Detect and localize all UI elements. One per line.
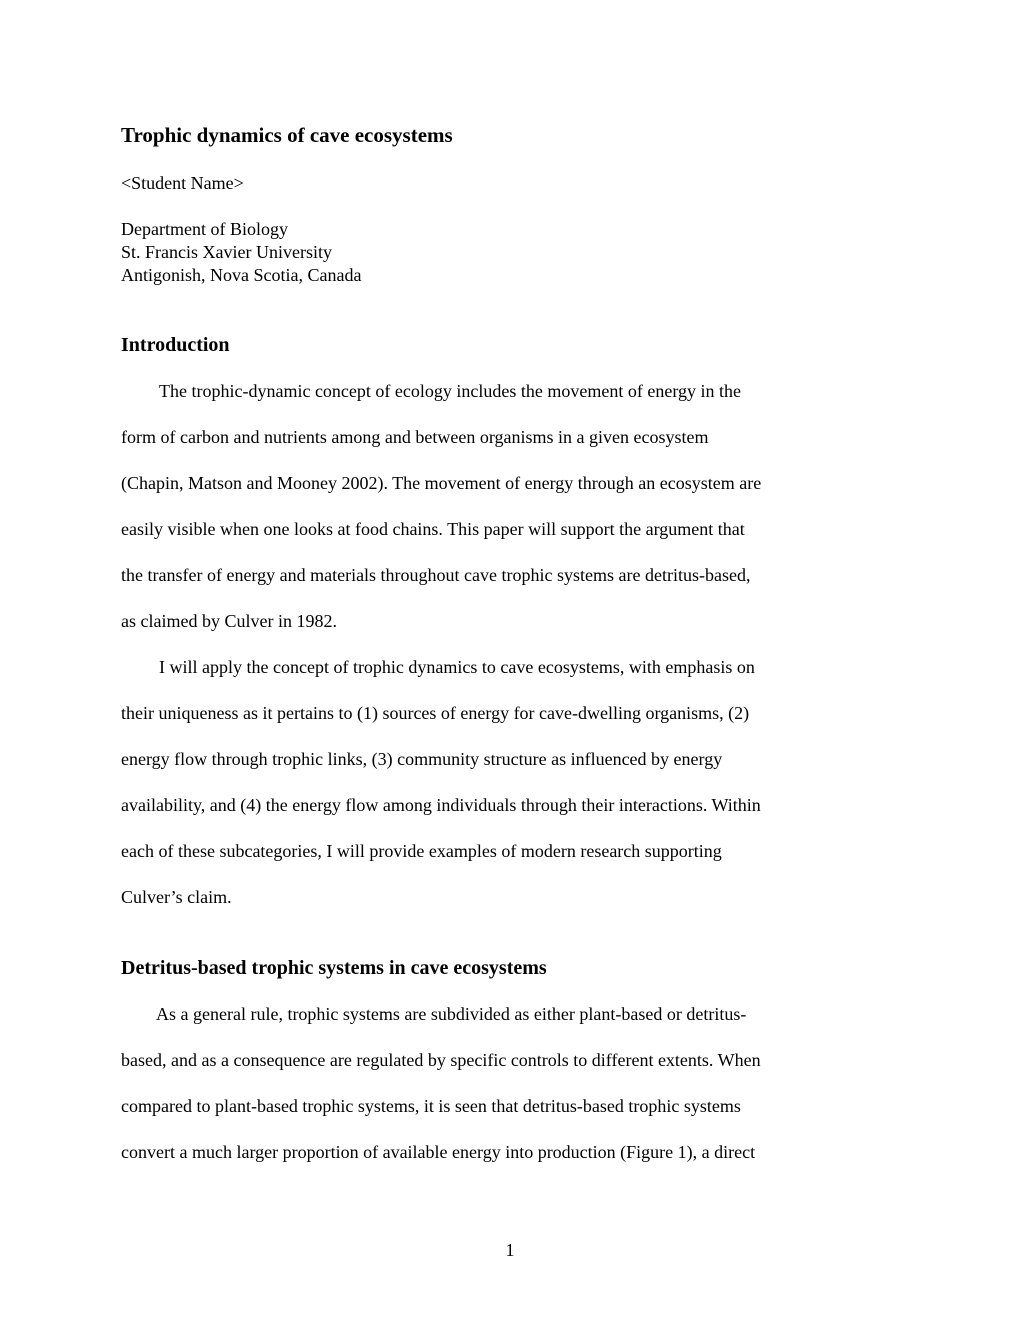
section-heading-introduction: Introduction — [121, 334, 230, 356]
paragraph-line: As a general rule, trophic systems are subdivided as either plant-based or detritus- — [156, 1004, 747, 1024]
affiliation-university: St. Francis Xavier University — [121, 242, 332, 262]
affiliation-block — [121, 218, 361, 287]
paragraph-line: convert a much larger proportion of available energy into production (Figure 1), a direct — [121, 1142, 756, 1162]
paragraph-line: availability, and (4) the energy flow among individuals through their interactions. Within — [121, 795, 761, 815]
paragraph-line: form of carbon and nutrients among and between organisms in a given ecosystem — [121, 427, 709, 447]
paragraph-line: energy flow through trophic links, (3) community structure as influenced by energy — [121, 749, 723, 769]
paragraph-line: (Chapin, Matson and Mooney 2002). The movement of energy through an ecosystem are — [121, 473, 762, 493]
author-name: <Student Name> — [121, 173, 244, 193]
paragraph-line: Culver’s claim. — [121, 887, 232, 907]
paragraph-line: easily visible when one looks at food chains. This paper will support the argument that — [121, 519, 745, 539]
paragraph-line: compared to plant-based trophic systems, it is seen that detritus-based trophic systems — [121, 1096, 741, 1116]
paragraph-line: the transfer of energy and materials throughout cave trophic systems are detritus-based, — [121, 565, 751, 585]
paragraph-line: The trophic-dynamic concept of ecology includes the movement of energy in the — [159, 381, 741, 401]
intro-paragraph-2 — [121, 644, 841, 920]
paragraph-line: as claimed by Culver in 1982. — [121, 611, 337, 631]
section-heading-detritus: Detritus-based trophic systems in cave ecosystems — [121, 957, 547, 979]
detritus-paragraph-1 — [121, 991, 841, 1175]
paragraph-line: their uniqueness as it pertains to (1) sources of energy for cave-dwelling organisms, (2) — [121, 703, 750, 723]
affiliation-department: Department of Biology — [121, 219, 288, 239]
paragraph-line: each of these subcategories, I will provide examples of modern research supporting — [121, 841, 722, 861]
paragraph-line: I will apply the concept of trophic dynamics to cave ecosystems, with emphasis on — [159, 657, 755, 677]
document-title: Trophic dynamics of cave ecosystems — [121, 123, 453, 147]
intro-paragraph-1 — [121, 368, 841, 644]
paragraph-line: based, and as a consequence are regulated by specific controls to different extents. When — [121, 1050, 761, 1070]
page-number: 1 — [505, 1240, 515, 1260]
affiliation-location: Antigonish, Nova Scotia, Canada — [121, 265, 362, 285]
